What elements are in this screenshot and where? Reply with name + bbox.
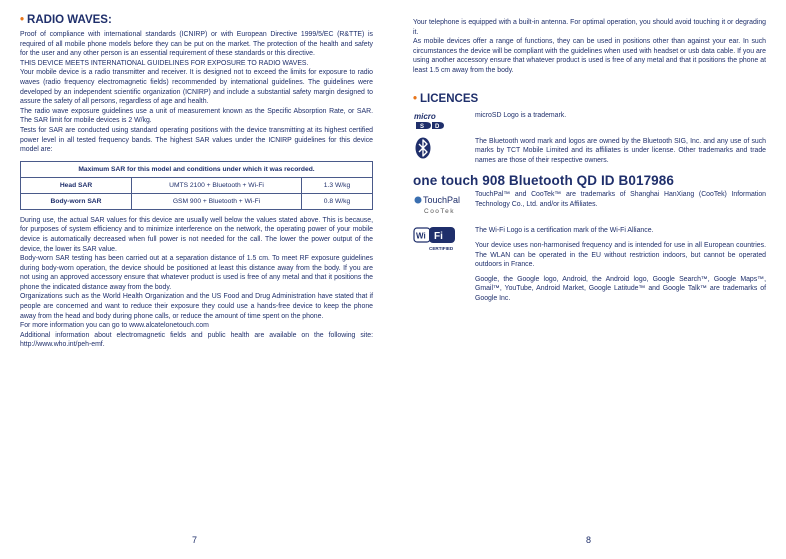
wifi-logo	[413, 226, 475, 252]
radio-waves-title: RADIO WAVES:	[27, 14, 112, 26]
paragraph-antenna: Your telephone is equipped with a built-in antenna. For optimal operation, you should avoid touching it or degrading it.	[413, 19, 766, 36]
paragraph-compliance: Proof of compliance with international standards (ICNIRP) or with European Directive 1999/5/EC (R&TTE) is required of all mobile phone models before they can be put on the market. The protection of the health and safety for the user and any other person is an essential requirement of these standards or this directive.	[20, 31, 373, 58]
paragraph-additional-info: Additional information about electromagnetic fields and public health are available on the following site: http://www.who.int/peh-emf.	[20, 331, 373, 349]
sar-table-header: Maximum SAR for this model and conditions under which it was recorded.	[21, 161, 373, 177]
table-cell-condition: GSM 900 + Bluetooth + Wi-Fi	[132, 193, 302, 209]
licence-bluetooth	[413, 137, 766, 166]
heading-bullet: •	[20, 14, 25, 26]
table-cell-label: Body-worn SAR	[21, 193, 132, 209]
table-cell-label: Head SAR	[21, 177, 132, 193]
licence-wifi	[413, 226, 766, 303]
licences-title: LICENCES	[420, 92, 479, 105]
bluetooth-qd-id: one touch 908 Bluetooth QD ID B017986	[413, 173, 675, 189]
right-page	[413, 0, 766, 559]
touchpal-logo-text: TouchPal	[423, 195, 461, 206]
paragraph-more-info: For more information you can go to www.alcatelonetouch.com	[20, 322, 209, 330]
radio-waves-heading	[20, 14, 373, 26]
microsd-logo-text: micro	[414, 111, 436, 121]
google-text: Google, the Google logo, Android, the Android logo, Google Search™, Google Maps™, Gmail™, YouTube, Android Market, Google Latitude™ and Google Talk™ are trademarks of Google Inc.	[475, 275, 766, 302]
table-cell-condition: UMTS 2100 + Bluetooth + Wi-Fi	[132, 177, 302, 193]
svg-text:S: S	[420, 123, 425, 129]
touchpal-text: TouchPal™ and CooTek™ are trademarks of Shanghai HanXiang (CooTek) Information Technology Co., Ltd. and/or its Affiliates.	[475, 191, 766, 208]
licence-microsd	[413, 111, 766, 129]
left-page	[20, 0, 373, 559]
touchpal-logo	[413, 190, 475, 216]
cootek-logo-text: CooTek	[424, 208, 456, 216]
paragraph-meets-guidelines: THIS DEVICE MEETS INTERNATIONAL GUIDELINES FOR EXPOSURE TO RADIO WAVES.	[20, 59, 309, 67]
table-cell-value: 1.3 W/kg	[302, 177, 373, 193]
page-number-right: 8	[586, 535, 592, 545]
wlan-text: Your device uses non-harmonised frequency and is intended for use in all European countries. The WLAN can be operated in the EU without restriction indoors, but cannot be operated outdoors in France.	[475, 241, 766, 269]
wifi-logo-text-wi: Wi	[416, 231, 426, 241]
paragraph-actual-sar: During use, the actual SAR values for this device are usually well below the values stated above. This is because, for purposes of system efficiency and to minimize interference on the network, the operating power of your mobile device is automatically decreased when full power is not needed for the call. The lower the power output of the device, the lower its SAR value.	[20, 216, 373, 253]
microsd-logo	[413, 111, 475, 129]
microsd-text: microSD Logo is a trademark.	[475, 111, 567, 119]
wifi-text: The Wi-Fi Logo is a certification mark of the Wi-Fi Alliance.	[475, 227, 654, 235]
microsd-logo-icon	[413, 111, 445, 129]
sar-table	[20, 161, 373, 210]
paragraph-organizations: Organizations such as the World Health Organization and the US Food and Drug Administration have stated that if people are concerned and want to reduce their exposure they could use a hands-free device to keep the phone away from the head and body during phone calls, or reduce the amount of time spent on the phone.	[20, 293, 373, 320]
wifi-certified-icon	[413, 226, 457, 252]
wifi-logo-text-fi: Fi	[434, 231, 443, 243]
wifi-logo-text-certified: CERTIFIED	[429, 246, 454, 252]
table-row	[21, 193, 373, 209]
paragraph-positions: As mobile devices offer a range of functions, they can be used in positions other than against your ear. In such circumstances the device will be compliant with the guidelines when used with headset or usb data cable. If you are using another accessory ensure that whatever product is used is free of any metal and that it positions the phone at least 1.5 cm away from the body.	[413, 38, 766, 74]
paragraph-sar-definition: The radio wave exposure guidelines use a unit of measurement known as the Specific Absorption Rate, or SAR. The SAR limit for mobile devices is 2 W/kg.	[20, 107, 373, 125]
table-row	[21, 177, 373, 193]
bluetooth-logo	[413, 137, 475, 159]
page-number-left: 7	[192, 535, 198, 545]
licences-heading	[413, 93, 766, 105]
touchpal-logo-icon	[413, 190, 469, 216]
svg-text:D: D	[435, 123, 440, 129]
bluetooth-text: The Bluetooth word mark and logos are owned by the Bluetooth SIG, Inc. and any use of such marks by TCT Mobile Limited and its affiliates is under license. Other trademarks and trade names are those of their respective owners.	[475, 137, 766, 164]
table-cell-value: 0.8 W/kg	[302, 193, 373, 209]
heading-bullet: •	[413, 92, 418, 105]
paragraph-sar-tests: Tests for SAR are conducted using standard operating positions with the device transmitting at its highest certified power level in all tested frequency bands. The highest SAR values under the ICNIRP guidelines for this device model are:	[20, 126, 373, 154]
licence-touchpal	[413, 190, 766, 216]
bluetooth-icon	[415, 137, 431, 159]
paragraph-body-worn: Body-worn SAR testing has been carried out at a separation distance of 1.5 cm. To meet RF exposure guidelines during body-worn operation, the device should be positioned at least this distance away from the body. If you are not using an approved accessory ensure that whatever product is used is free of any metal and that it positions the phone the indicated distance away from the body.	[20, 255, 373, 291]
sar-table-header-row	[21, 161, 373, 177]
paragraph-transmitter: Your mobile device is a radio transmitter and receiver. It is designed not to exceed the limits for exposure to radio waves (radio frequency electromagnetic fields) recommended by international guidelines. The guidelines were developed by an independent scientific organization (ICNIRP) and include a substantial safety margin designed to assure the safety of all persons, regardless of age and health.	[20, 69, 373, 106]
